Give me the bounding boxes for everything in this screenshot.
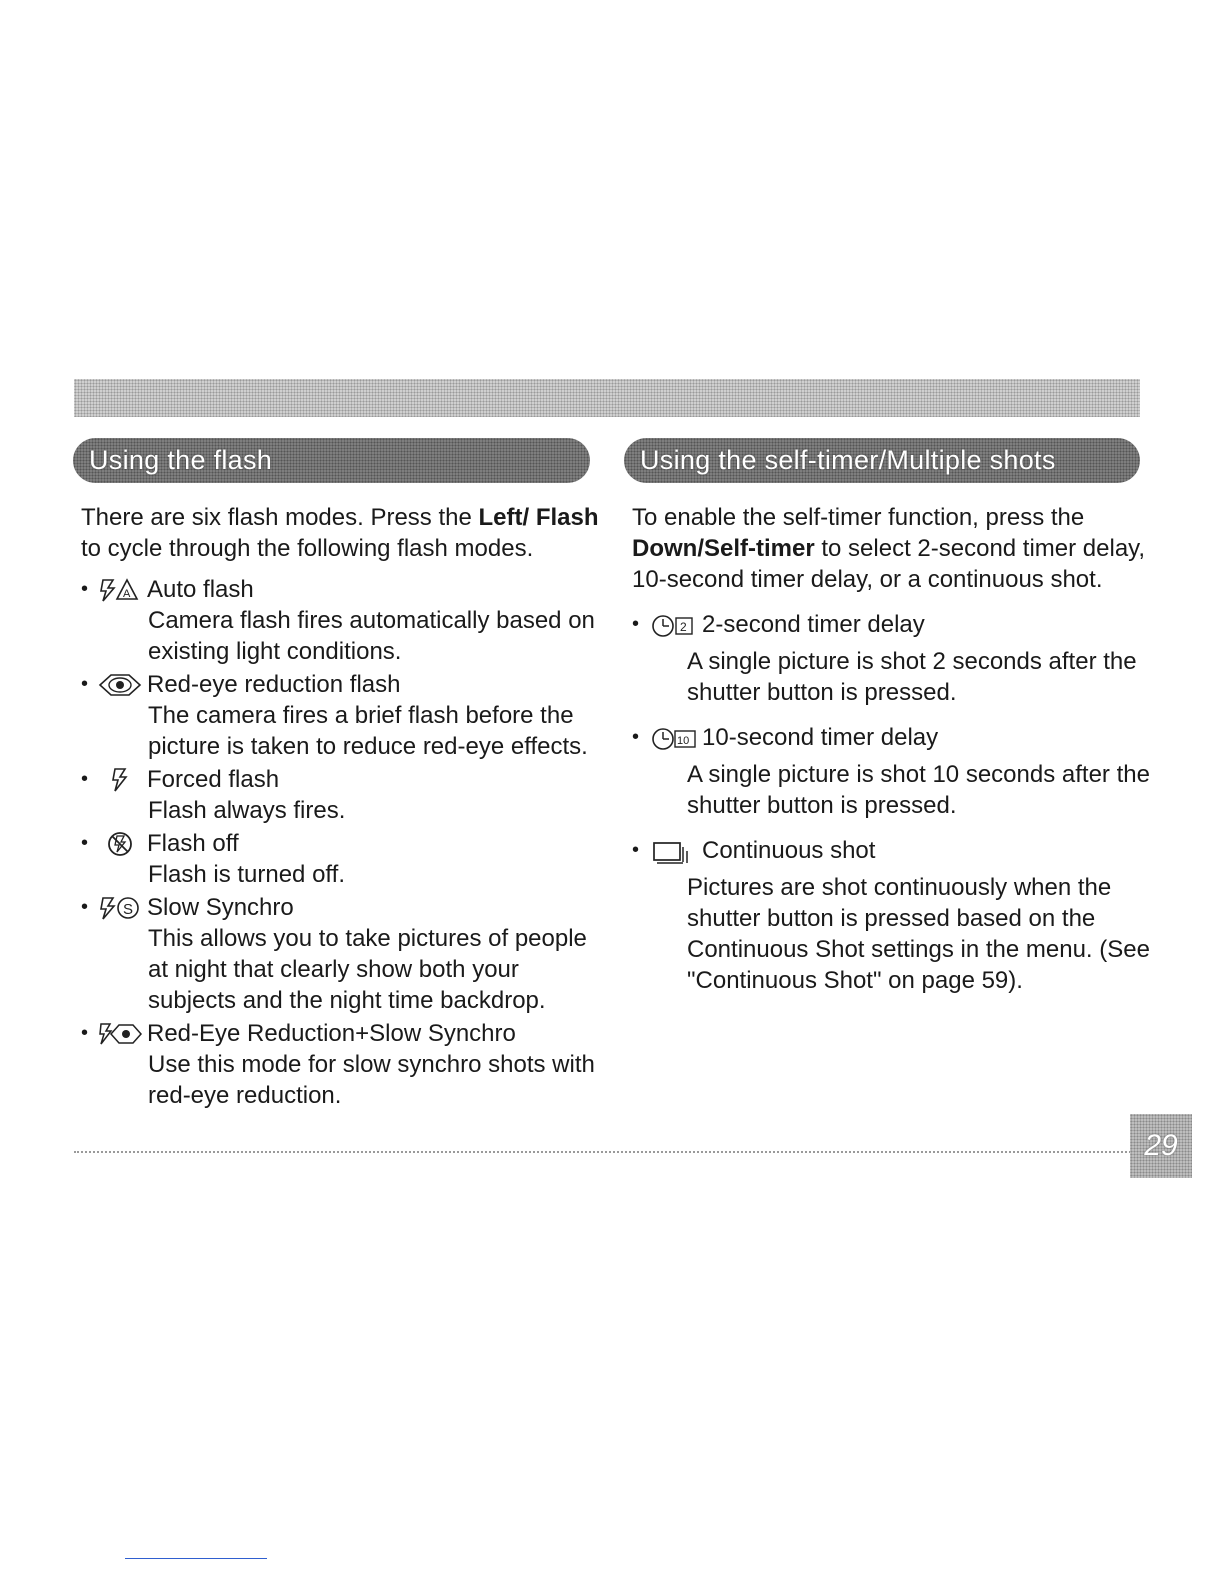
bottom-divider xyxy=(74,1151,1134,1153)
list-item: • Red-Eye Reduction+Slow Synchro Use this mode for slow synchro shots with red-eye reduction. xyxy=(81,1020,595,1109)
timer-intro: To enable the self-timer function, press the Down/Self-timer to select 2-second timer delay, 10-second timer delay, or a continuous shot. xyxy=(632,504,1146,593)
flash-mode-list xyxy=(81,574,611,1111)
list-item: • 10 10-second timer delay A single picture is shot 10 seconds after the shutter button is pressed. xyxy=(632,724,1150,819)
flash-section-title: Using the flash xyxy=(89,445,273,475)
continuous-shot-icon xyxy=(648,837,698,865)
list-item: • S Slow Synchro This allows you to take pictures of people at night that clearly show both your subjects and the night time backdrop. xyxy=(81,894,587,1014)
down-self-timer-button-ref: Down/Self-timer xyxy=(632,535,815,562)
timer-mode-list xyxy=(632,609,1152,996)
top-decorative-band xyxy=(74,379,1140,417)
red-eye-slow-synchro-icon xyxy=(97,1020,143,1048)
timer-section-title: Using the self-timer/Multiple shots xyxy=(640,445,1056,475)
timer-section-header xyxy=(624,438,1140,483)
forced-flash-icon xyxy=(97,766,143,794)
list-item: • Flash off Flash is turned off. xyxy=(81,830,345,888)
timer-2s-icon xyxy=(648,611,698,639)
timer-10s-icon xyxy=(648,724,698,752)
flash-section-body xyxy=(81,502,611,1113)
left-flash-button-ref: Left/ Flash xyxy=(478,504,599,531)
red-eye-icon xyxy=(97,671,143,699)
list-item: • Continuous shot Pictures are shot continuously when the shutter button is pressed based on the Continuous Shot settings in the menu. (See "Continuous Shot" on page 59). xyxy=(632,837,1150,994)
svg-text:2: 2 xyxy=(680,619,687,634)
svg-text:10: 10 xyxy=(677,734,690,747)
list-item: • 2 2-second timer delay A single picture is shot 2 seconds after the shutter button is pressed. xyxy=(632,611,1137,706)
auto-flash-icon xyxy=(97,576,143,604)
page-number: 29 xyxy=(1144,1129,1178,1162)
svg-text:A: A xyxy=(123,587,131,600)
flash-intro: There are six flash modes. Press the Left/ Flash to cycle through the following flash modes. xyxy=(81,504,599,562)
timer-section-body xyxy=(632,502,1152,998)
page-number-badge xyxy=(1130,1114,1192,1178)
flash-off-icon xyxy=(97,830,143,858)
list-item: • A Auto flash Camera flash fires automatically based on existing light conditions. xyxy=(81,576,595,665)
flash-section-header xyxy=(73,438,590,483)
svg-text:S: S xyxy=(123,900,134,918)
slow-synchro-icon xyxy=(97,894,143,922)
list-item: • Forced flash Flash always fires. xyxy=(81,766,346,824)
list-item: • Red-eye reduction flash The camera fires a brief flash before the picture is taken to reduce red-eye effects. xyxy=(81,671,588,760)
footer-underline xyxy=(125,1558,267,1559)
